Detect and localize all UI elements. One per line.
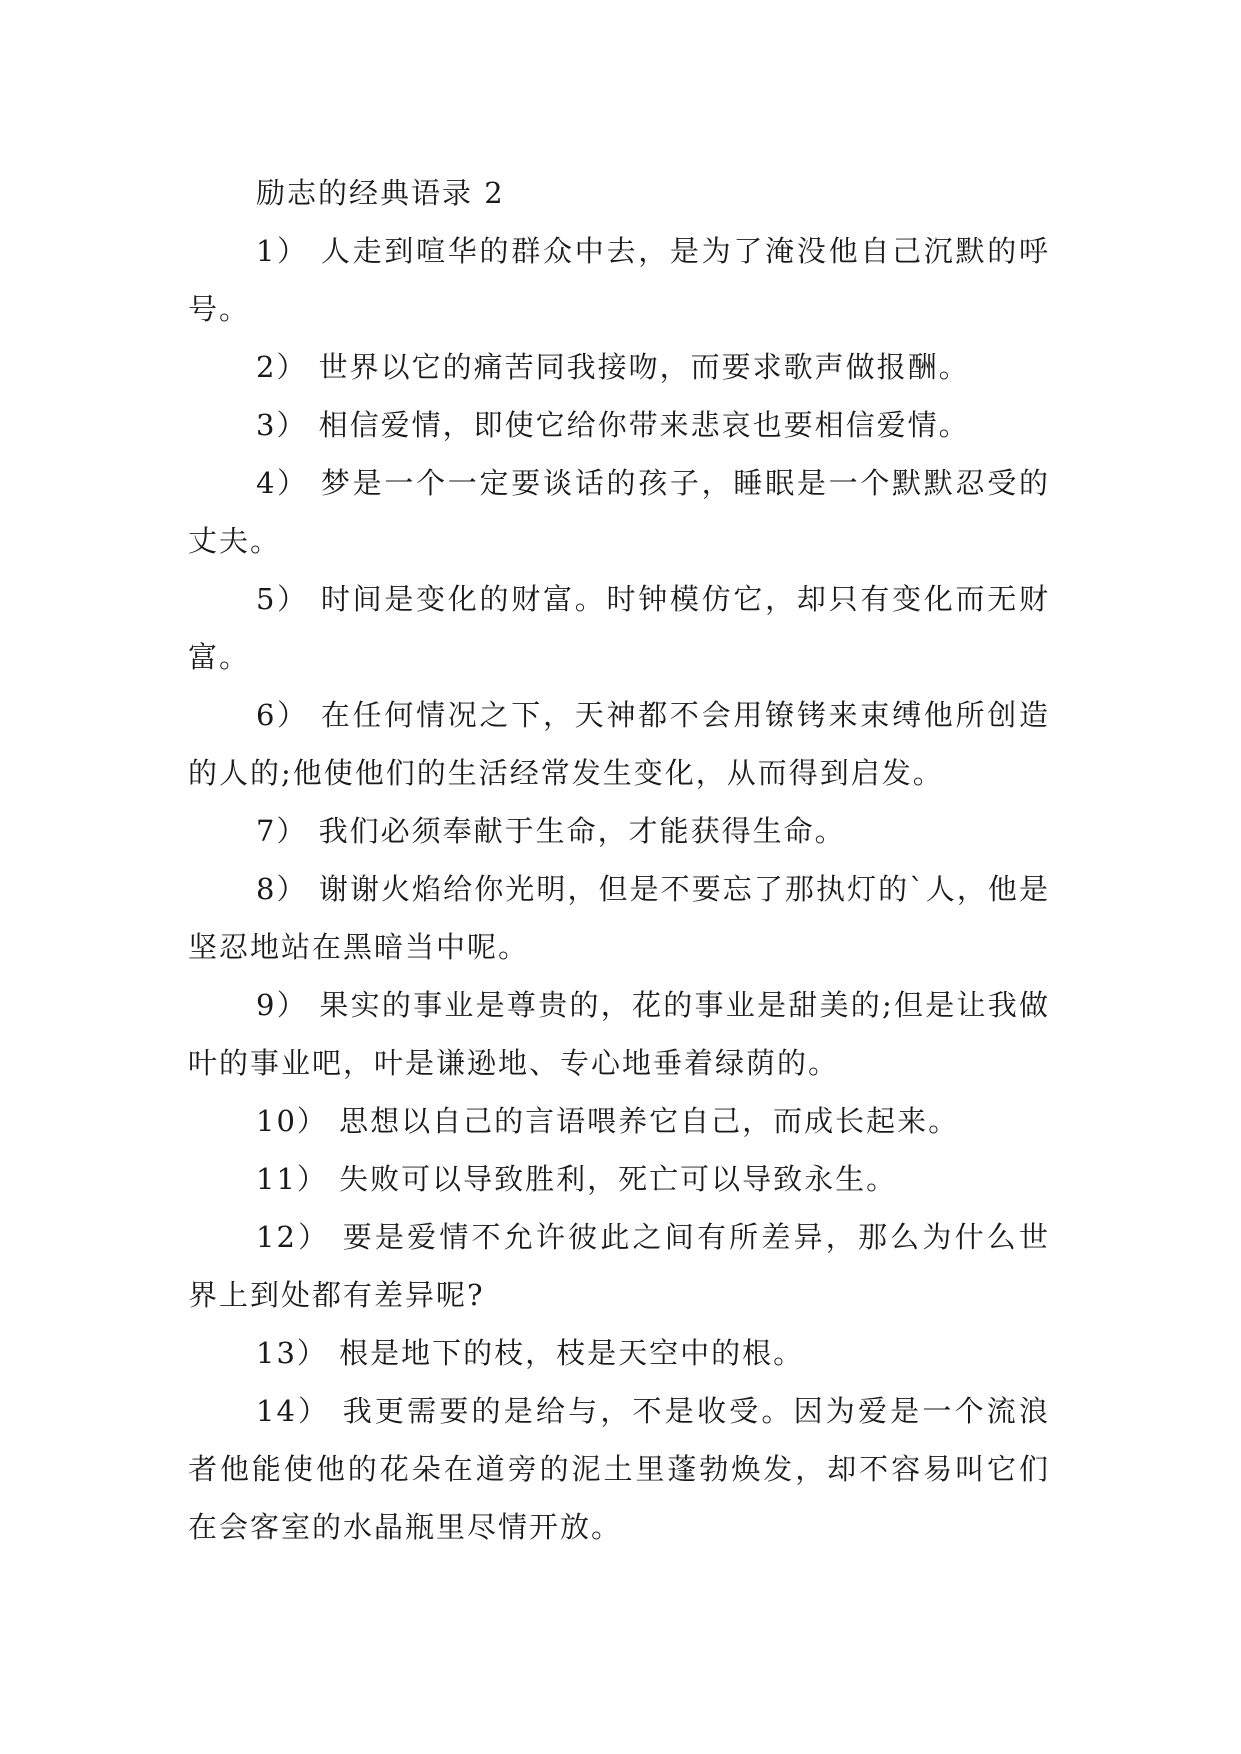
document-page [188, 164, 1050, 1556]
quote-paragraph: 4） 梦是一个一定要谈话的孩子，睡眠是一个默默忍受的丈夫。 [188, 466, 1050, 558]
quote-paragraph: 12） 要是爱情不允许彼此之间有所差异，那么为什么世界上到处都有差异呢? [188, 1220, 1050, 1312]
quote-paragraph: 6） 在任何情况之下，天神都不会用镣铐来束缚他所创造的人的;他使他们的生活经常发生变化，从而得到启发。 [188, 698, 1050, 790]
quote-paragraph: 3） 相信爱情，即使它给你带来悲哀也要相信爱情。 [256, 408, 970, 442]
quote-paragraph: 1） 人走到喧华的群众中去，是为了淹没他自己沉默的呼号。 [188, 234, 1050, 326]
document-title: 励志的经典语录 2 [256, 176, 505, 210]
quote-paragraph: 13） 根是地下的枝，枝是天空中的根。 [256, 1336, 805, 1370]
quote-paragraph: 14） 我更需要的是给与，不是收受。因为爱是一个流浪者他能使他的花朵在道旁的泥土里蓬勃焕发，却不容易叫它们在会客室的水晶瓶里尽情开放。 [188, 1394, 1050, 1544]
quote-paragraph: 11） 失败可以导致胜利，死亡可以导致永生。 [256, 1162, 898, 1196]
quote-paragraph: 2） 世界以它的痛苦同我接吻，而要求歌声做报酬。 [256, 350, 970, 384]
quote-paragraph: 10） 思想以自己的言语喂养它自己，而成长起来。 [256, 1104, 960, 1138]
quote-paragraph: 9） 果实的事业是尊贵的，花的事业是甜美的;但是让我做叶的事业吧，叶是谦逊地、专心地垂着绿荫的。 [188, 988, 1050, 1080]
quote-paragraph: 7） 我们必须奉献于生命，才能获得生命。 [256, 814, 846, 848]
quote-paragraph: 8） 谢谢火焰给你光明，但是不要忘了那执灯的`人，他是坚忍地站在黑暗当中呢。 [188, 872, 1050, 964]
quote-paragraph: 5） 时间是变化的财富。时钟模仿它，却只有变化而无财富。 [188, 582, 1050, 674]
